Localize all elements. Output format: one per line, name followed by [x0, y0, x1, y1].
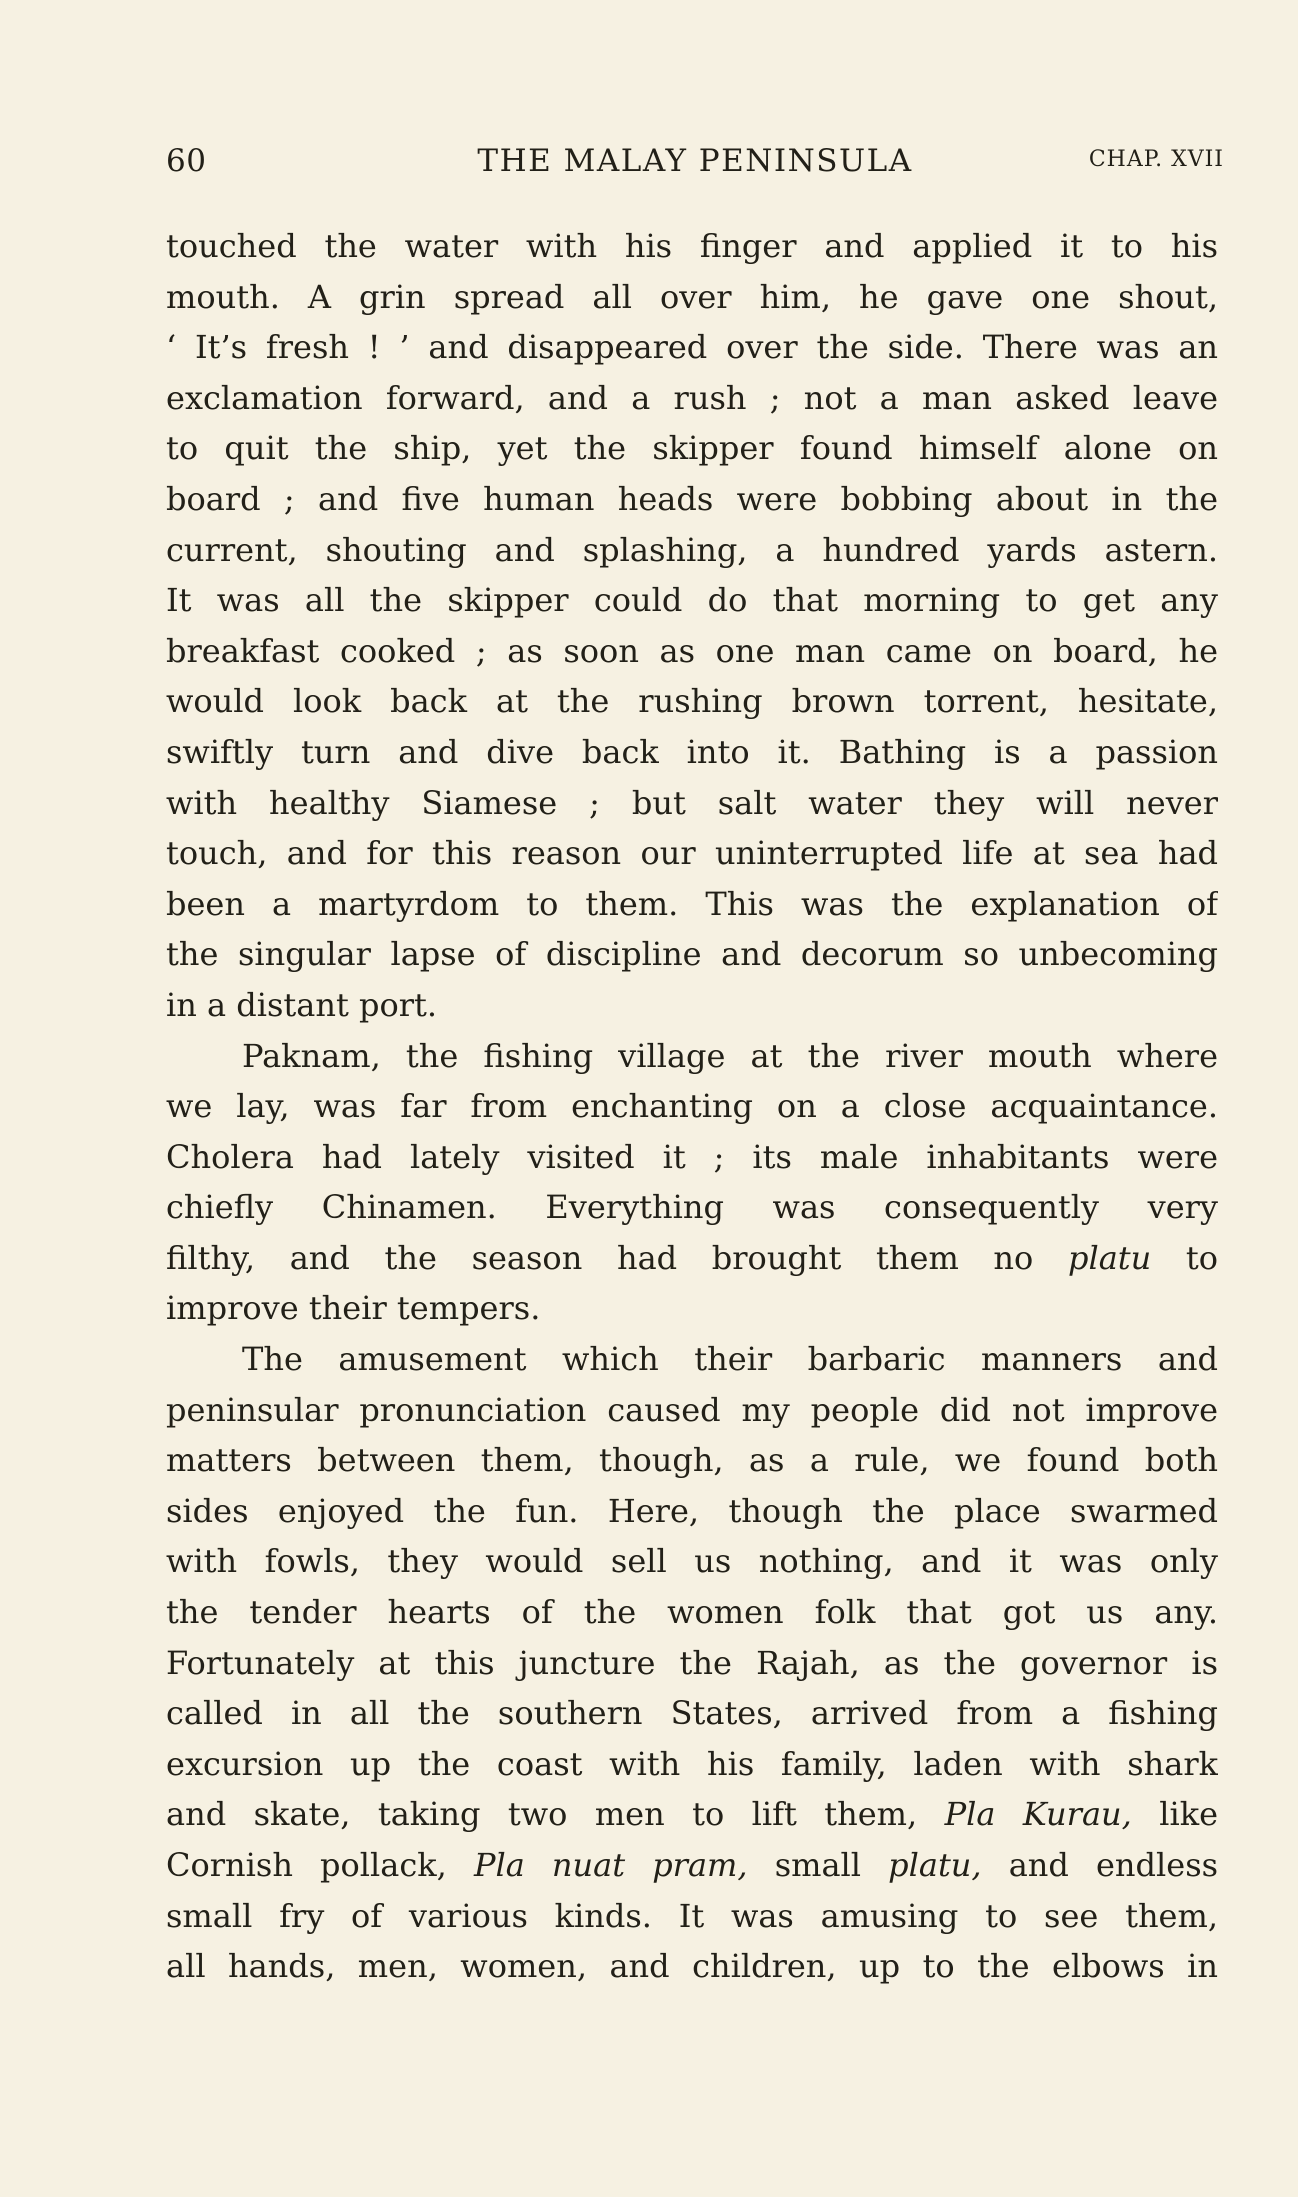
- text-line: Cholera had lately visited it ; its male inhabitants were: [166, 1137, 1218, 1176]
- text-line: board ; and five human heads were bobbing about in the: [166, 479, 1218, 518]
- text-line: [166, 1233, 1218, 1284]
- italic-term: platu,: [888, 1846, 982, 1884]
- text-segment: and skate, taking two men to lift them,: [166, 1795, 945, 1834]
- text-line: we lay, was far from enchanting on a close acquaintance.: [166, 1087, 1218, 1126]
- italic-term: Pla Kurau,: [944, 1795, 1132, 1834]
- text-line: the tender hearts of the women folk that got us any.: [166, 1593, 1218, 1632]
- text-line: sides enjoyed the fun. Here, though the place swarmed: [166, 1491, 1218, 1530]
- text-line: small fry of various kinds. It was amusing to see them,: [166, 1896, 1218, 1935]
- text-line: peninsular pronunciation caused my people did not improve: [166, 1390, 1218, 1429]
- italic-term: platu: [1067, 1238, 1152, 1277]
- text-line: breakfast cooked ; as soon as one man came on board, he: [166, 631, 1218, 670]
- text-segment: like: [1131, 1795, 1218, 1834]
- text-line: The amusement which their barbaric manners and: [242, 1340, 1218, 1379]
- text-line: in a distant port.: [166, 985, 438, 1024]
- text-line: [166, 1789, 1218, 1840]
- text-line: all hands, men, women, and children, up to the elbows in: [166, 1947, 1218, 1986]
- text-line: exclamation forward, and a rush ; not a man asked leave: [166, 378, 1218, 417]
- italic-term: Pla nuat pram,: [473, 1846, 748, 1884]
- text-line: with healthy Siamese ; but salt water they will never: [166, 783, 1218, 822]
- text-line: the singular lapse of discipline and decorum so unbecoming: [166, 935, 1218, 974]
- text-line: Paknam, the fishing village at the river mouth where: [242, 1036, 1218, 1075]
- text-line: It was all the skipper could do that morning to get any: [166, 581, 1218, 620]
- text-segment: and endless: [981, 1846, 1218, 1884]
- text-line: touched the water with his finger and applied it to his: [166, 227, 1218, 265]
- text-line: matters between them, though, as a rule, we found both: [166, 1441, 1218, 1480]
- text-line: mouth. A grin spread all over him, he gave one shout,: [166, 277, 1218, 316]
- page-number: 60: [166, 143, 207, 179]
- text-line: called in all the southern States, arrived from a fishing: [166, 1694, 1218, 1733]
- body-text: [166, 221, 1218, 1992]
- text-line: with fowls, they would sell us nothing, and it was only: [166, 1542, 1218, 1581]
- text-line: to quit the ship, yet the skipper found himself alone on: [166, 429, 1218, 468]
- text-segment: to: [1151, 1238, 1218, 1277]
- text-line: touch, and for this reason our uninterrupted life at sea had: [166, 834, 1218, 873]
- text-segment: Cornish pollack,: [166, 1846, 474, 1884]
- text-line: chiefly Chinamen. Everything was consequently very: [166, 1188, 1218, 1227]
- text-line: [166, 1840, 1218, 1891]
- text-line: swiftly turn and dive back into it. Bathing is a passion: [166, 732, 1218, 771]
- text-line: excursion up the coast with his family, laden with shark: [166, 1744, 1218, 1783]
- text-line: Fortunately at this juncture the Rajah, as the governor is: [166, 1643, 1218, 1682]
- text-segment: small: [747, 1846, 889, 1884]
- text-segment: filthy, and the season had brought them no: [166, 1238, 1068, 1277]
- text-line: current, shouting and splashing, a hundred yards astern.: [166, 530, 1218, 569]
- page-header: [166, 143, 1224, 183]
- text-line: been a martyrdom to them. This was the explanation of: [166, 884, 1218, 923]
- text-line: ‘ It’s fresh ! ’ and disappeared over the side. There was an: [166, 328, 1218, 367]
- running-title: THE MALAY PENINSULA: [477, 143, 913, 179]
- text-line: improve their tempers.: [166, 1289, 541, 1328]
- text-line: would look back at the rushing brown torrent, hesitate,: [166, 682, 1218, 721]
- chapter-label: CHAP. XVII: [1088, 147, 1224, 172]
